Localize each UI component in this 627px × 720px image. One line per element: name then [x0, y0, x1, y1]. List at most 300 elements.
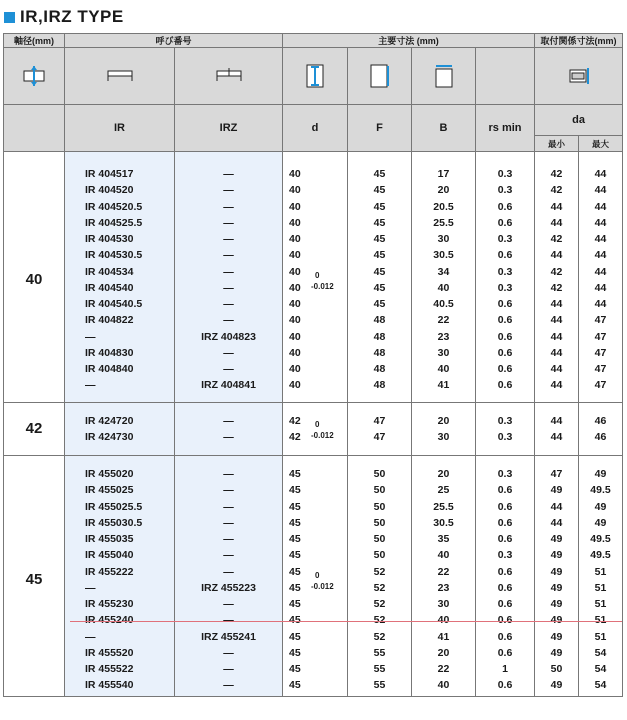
ir-designation: IR 424720: [85, 414, 134, 427]
da-max: 49.5: [590, 484, 611, 497]
outer-f-column: [348, 152, 412, 403]
ir-designation: —: [85, 630, 96, 643]
bore-d: 40: [289, 184, 301, 197]
header-row-1: [4, 34, 623, 48]
ir-designation: IR 404517: [85, 168, 134, 180]
tolerance-lower: -0.012: [311, 430, 334, 440]
da-max: 44: [594, 298, 607, 310]
da-min: 42: [550, 281, 563, 294]
rs-min: 0.6: [497, 249, 513, 262]
da-max: 44: [594, 233, 607, 245]
da-min: 44: [550, 314, 563, 327]
ir-designation: IR 404840: [85, 363, 134, 375]
col-f-header: F: [348, 105, 412, 152]
irz-designation: —: [223, 249, 234, 262]
da-max: 51: [594, 630, 607, 643]
col-ir-header: IR: [65, 105, 175, 152]
shaft-diagram-icon: [4, 48, 65, 105]
da-min: 44: [550, 500, 563, 513]
da-max: 51: [594, 565, 607, 578]
da-min: 50: [550, 663, 563, 675]
irz-designation: —: [223, 679, 234, 692]
outer-f: 45: [373, 168, 386, 180]
ir-designation: IR 455025.5: [85, 500, 143, 513]
width-b-column: [412, 456, 476, 697]
ir-designation: IR 455230: [85, 598, 134, 610]
ir-designation: IR 404822: [85, 314, 134, 327]
rs-min: 0.6: [497, 646, 513, 659]
irz-designation: IRZ 404823: [201, 330, 256, 343]
rs-min: 0.6: [497, 346, 513, 359]
da-max: 51: [594, 598, 607, 610]
width-b: 20: [437, 414, 450, 427]
irz-designation: —: [223, 265, 234, 278]
outer-f: 47: [373, 430, 386, 443]
bore-d: 45: [289, 663, 301, 675]
outer-f: 55: [373, 646, 386, 659]
group-row: [4, 152, 623, 403]
rs-min: 0.3: [497, 414, 513, 427]
outer-f: 45: [373, 216, 386, 229]
outer-f: 48: [373, 330, 386, 343]
da-min: 42: [550, 168, 563, 180]
rs-min: 0.6: [497, 500, 513, 513]
da-min: 44: [550, 379, 563, 392]
rs-min-column: [476, 402, 535, 456]
da-min: 44: [550, 414, 563, 427]
rs-min: 1: [502, 663, 508, 675]
da-max: 47: [594, 330, 607, 343]
group-row: [4, 402, 623, 456]
rs-min: 0.3: [497, 184, 513, 197]
ir-designation: IR 455222: [85, 565, 134, 578]
width-b: 41: [437, 630, 450, 643]
da-max: 54: [594, 679, 607, 692]
ir-designation: IR 424730: [85, 430, 134, 443]
shaft-caption-blank: [4, 105, 65, 152]
irz-designation: —: [223, 184, 234, 197]
rs-min: 0.6: [497, 379, 513, 392]
width-b: 17: [437, 168, 450, 180]
irz-designation: —: [223, 533, 234, 545]
width-b: 41: [437, 379, 450, 392]
da-min: 49: [550, 533, 563, 545]
da-max: 46: [594, 414, 607, 427]
designation-header: 呼び番号: [65, 34, 283, 48]
bore-d-icon: [283, 48, 348, 105]
outer-f: 55: [373, 663, 386, 675]
outer-f: 52: [373, 565, 386, 578]
bore-d: 45: [289, 500, 301, 513]
width-b: 30: [437, 346, 450, 359]
rs-min: 0.6: [497, 630, 513, 643]
bore-d: 45: [289, 679, 301, 692]
bore-tolerance: [311, 570, 334, 592]
width-b: 20: [437, 184, 450, 197]
tolerance-lower: -0.012: [311, 281, 334, 291]
ir-designation-column: [65, 456, 175, 697]
bore-d-column: [283, 456, 348, 697]
mount-da-icon: [535, 48, 623, 105]
page-title: [4, 6, 124, 28]
da-min: 44: [550, 216, 563, 229]
width-b: 22: [437, 314, 450, 327]
outer-f: 45: [373, 265, 386, 278]
shaft-diameter: 42: [4, 402, 65, 456]
group-row: [4, 456, 623, 697]
width-b-column: [412, 152, 476, 403]
da-max-column: [579, 152, 623, 403]
da-min: 49: [550, 630, 563, 643]
shaft-dia-header: 軸径(mm): [4, 34, 65, 48]
da-min: 49: [550, 679, 563, 692]
col-rs-header: rs min: [476, 105, 535, 152]
rs-min: 0.3: [497, 265, 513, 278]
da-min: 49: [550, 565, 563, 578]
ir-designation-column: [65, 152, 175, 403]
da-min: 49: [550, 549, 563, 562]
da-max-column: [579, 402, 623, 456]
da-max: 44: [594, 168, 607, 180]
title-text: IR,IRZ TYPE: [20, 7, 124, 26]
bore-d: 45: [289, 516, 301, 529]
bore-d: 42: [289, 430, 301, 443]
width-b: 40: [437, 281, 450, 294]
da-max: 44: [594, 281, 607, 294]
bore-d: 45: [289, 598, 301, 610]
irz-designation: —: [223, 216, 234, 229]
bore-d: 40: [289, 298, 301, 310]
rs-min: 0.6: [497, 216, 513, 229]
rs-min: 0.6: [497, 363, 513, 375]
da-max: 44: [594, 200, 607, 213]
ir-designation: IR 455020: [85, 468, 134, 480]
bore-d: 42: [289, 414, 301, 427]
da-max: 49.5: [590, 549, 611, 562]
width-b-icon: [412, 48, 476, 105]
da-max: 54: [594, 663, 607, 675]
rs-min: 0.6: [497, 565, 513, 578]
da-min: 44: [550, 298, 563, 310]
outer-f: 50: [373, 533, 386, 545]
width-b: 20: [437, 646, 450, 659]
width-b: 22: [437, 565, 450, 578]
rs-min: 0.3: [497, 430, 513, 443]
ir-designation: IR 404530: [85, 233, 134, 245]
da-min-column: [535, 152, 579, 403]
outer-f: 55: [373, 679, 386, 692]
da-max: 46: [594, 430, 607, 443]
irz-designation: —: [223, 549, 234, 562]
irz-designation: —: [223, 168, 234, 180]
width-b: 40.5: [433, 298, 454, 310]
bore-d: 45: [289, 468, 301, 480]
red-guide-line: [70, 621, 622, 622]
rs-min: 0.6: [497, 581, 513, 594]
width-b: 40: [437, 363, 450, 375]
ir-designation: IR 404540.5: [85, 298, 143, 310]
outer-f: 48: [373, 346, 386, 359]
width-b: 30.5: [433, 249, 454, 262]
da-min: 49: [550, 646, 563, 659]
irz-bearing-icon: [175, 48, 283, 105]
shaft-diameter: 45: [4, 456, 65, 697]
da-min-column: [535, 456, 579, 697]
da-max: 44: [594, 249, 607, 262]
outer-f: 45: [373, 184, 386, 197]
da-max-header: 最大: [579, 136, 623, 152]
irz-designation: —: [223, 346, 234, 359]
ir-designation: IR 404520: [85, 184, 134, 197]
bore-d: 45: [289, 484, 301, 497]
width-b: 40: [437, 549, 450, 562]
rs-min: 0.3: [497, 168, 513, 180]
rs-min-column: [476, 152, 535, 403]
da-min: 44: [550, 430, 563, 443]
irz-designation: —: [223, 663, 234, 675]
rs-min: 0.3: [497, 233, 513, 245]
irz-designation: —: [223, 298, 234, 310]
irz-designation: —: [223, 598, 234, 610]
da-max: 44: [594, 184, 607, 197]
bore-d: 40: [289, 249, 301, 262]
da-min: 49: [550, 598, 563, 610]
ir-designation-column: [65, 402, 175, 456]
bore-d: 40: [289, 379, 301, 392]
ir-designation: —: [85, 379, 96, 392]
ir-designation: —: [85, 581, 96, 594]
rs-min: 0.6: [497, 679, 513, 692]
irz-designation: —: [223, 430, 234, 443]
outer-f-icon: [348, 48, 412, 105]
bore-d: 40: [289, 200, 301, 213]
ir-designation: —: [85, 330, 96, 343]
irz-designation: —: [223, 516, 234, 529]
width-b: 30: [437, 598, 450, 610]
width-b: 25.5: [433, 500, 454, 513]
da-min: 42: [550, 265, 563, 278]
outer-f: 52: [373, 630, 386, 643]
irz-designation: IRZ 404841: [201, 379, 256, 392]
rs-blank-cell: [476, 48, 535, 105]
width-b-column: [412, 402, 476, 456]
irz-designation: —: [223, 646, 234, 659]
bore-d: 40: [289, 314, 301, 327]
width-b: 30.5: [433, 516, 454, 529]
ir-designation: IR 404830: [85, 346, 134, 359]
rs-min: 0.3: [497, 468, 513, 480]
ir-designation: IR 455025: [85, 484, 134, 497]
outer-f: 45: [373, 298, 386, 310]
da-max: 44: [594, 265, 607, 278]
width-b: 34: [437, 265, 450, 278]
ir-designation: IR 404530.5: [85, 249, 143, 262]
bore-d-column: [283, 402, 348, 456]
bore-d: 45: [289, 630, 301, 643]
ir-designation: IR 404534: [85, 265, 134, 278]
width-b: 40: [437, 679, 450, 692]
da-max: 47: [594, 346, 607, 359]
outer-f: 48: [373, 379, 386, 392]
da-max: 47: [594, 379, 607, 392]
icon-row: [4, 48, 623, 105]
da-min: 44: [550, 363, 563, 375]
ir-designation: IR 404540: [85, 281, 134, 294]
outer-f: 52: [373, 581, 386, 594]
irz-designation-column: [175, 402, 283, 456]
da-min: 44: [550, 346, 563, 359]
width-b: 22: [437, 663, 450, 675]
mounting-header: 取付関係寸法(mm): [535, 34, 623, 48]
tolerance-lower: -0.012: [311, 581, 334, 591]
bore-d-column: [283, 152, 348, 403]
width-b: 25: [437, 484, 450, 497]
outer-f: 48: [373, 363, 386, 375]
outer-f: 45: [373, 249, 386, 262]
outer-f: 45: [373, 233, 386, 245]
da-min: 42: [550, 184, 563, 197]
irz-designation: —: [223, 233, 234, 245]
irz-designation: —: [223, 414, 234, 427]
da-max: 44: [594, 216, 607, 229]
width-b: 35: [437, 533, 450, 545]
da-max-column: [579, 456, 623, 697]
rs-min: 0.6: [497, 314, 513, 327]
da-max: 47: [594, 314, 607, 327]
width-b: 30: [437, 233, 450, 245]
outer-f: 45: [373, 200, 386, 213]
width-b: 20: [437, 468, 450, 480]
bore-d: 40: [289, 281, 301, 294]
rs-min-column: [476, 456, 535, 697]
tolerance-upper: 0: [315, 570, 320, 580]
irz-designation-column: [175, 152, 283, 403]
irz-designation: IRZ 455241: [201, 630, 256, 643]
tolerance-upper: 0: [315, 419, 320, 429]
irz-designation: —: [223, 500, 234, 513]
bore-d: 40: [289, 233, 301, 245]
bore-d: 40: [289, 265, 301, 278]
da-max: 47: [594, 363, 607, 375]
ir-designation: IR 455540: [85, 679, 134, 692]
width-b: 23: [437, 581, 450, 594]
outer-f: 52: [373, 598, 386, 610]
bore-tolerance: [311, 270, 334, 292]
bore-d: 45: [289, 533, 301, 545]
da-min: 49: [550, 581, 563, 594]
irz-designation: IRZ 455223: [201, 581, 256, 594]
width-b: 25.5: [433, 216, 454, 229]
bearing-table: [3, 33, 623, 697]
width-b: 23: [437, 330, 450, 343]
outer-f: 50: [373, 500, 386, 513]
da-max: 51: [594, 581, 607, 594]
outer-f: 50: [373, 468, 386, 480]
col-irz-header: IRZ: [175, 105, 283, 152]
da-max: 49.5: [590, 533, 611, 545]
header-row-caption: [4, 105, 623, 136]
ir-designation: IR 455522: [85, 663, 134, 675]
width-b: 30: [437, 430, 450, 443]
bore-d: 40: [289, 363, 301, 375]
bore-d: 40: [289, 330, 301, 343]
outer-f: 50: [373, 549, 386, 562]
da-max: 54: [594, 646, 607, 659]
da-max: 49: [594, 468, 607, 480]
irz-designation: —: [223, 484, 234, 497]
rs-min: 0.6: [497, 298, 513, 310]
da-max: 49: [594, 500, 607, 513]
title-square-icon: [4, 12, 15, 23]
ir-designation: IR 404525.5: [85, 216, 143, 229]
ir-designation: IR 455030.5: [85, 516, 143, 529]
bore-d: 45: [289, 646, 301, 659]
irz-designation-column: [175, 456, 283, 697]
rs-min: 0.3: [497, 281, 513, 294]
da-min: 49: [550, 484, 563, 497]
bore-d: 45: [289, 549, 301, 562]
bore-d: 40: [289, 168, 301, 180]
da-min: 42: [550, 233, 563, 245]
tolerance-upper: 0: [315, 270, 320, 280]
col-d-header: d: [283, 105, 348, 152]
outer-f-column: [348, 456, 412, 697]
width-b: 20.5: [433, 200, 454, 213]
ir-designation: IR 455040: [85, 549, 134, 562]
rs-min: 0.6: [497, 200, 513, 213]
bore-tolerance: [311, 419, 334, 441]
da-min-column: [535, 402, 579, 456]
outer-f: 48: [373, 314, 386, 327]
rs-min: 0.6: [497, 516, 513, 529]
rs-min: 0.6: [497, 598, 513, 610]
bore-d: 40: [289, 216, 301, 229]
rs-min: 0.6: [497, 484, 513, 497]
da-min: 44: [550, 249, 563, 262]
ir-designation: IR 404520.5: [85, 200, 143, 213]
rs-min: 0.3: [497, 549, 513, 562]
da-min: 44: [550, 516, 563, 529]
da-min: 47: [550, 468, 563, 480]
rs-min: 0.6: [497, 330, 513, 343]
irz-designation: —: [223, 281, 234, 294]
outer-f-column: [348, 402, 412, 456]
bore-d: 40: [289, 346, 301, 359]
ir-bearing-icon: [65, 48, 175, 105]
outer-f: 50: [373, 484, 386, 497]
outer-f: 45: [373, 281, 386, 294]
outer-f: 50: [373, 516, 386, 529]
bore-d: 45: [289, 565, 301, 578]
irz-designation: —: [223, 468, 234, 480]
shaft-diameter: 40: [4, 152, 65, 403]
irz-designation: —: [223, 314, 234, 327]
col-b-header: B: [412, 105, 476, 152]
irz-designation: —: [223, 565, 234, 578]
da-min: 44: [550, 330, 563, 343]
outer-f: 47: [373, 414, 386, 427]
irz-designation: —: [223, 363, 234, 375]
da-min-header: 最小: [535, 136, 579, 152]
rs-min: 0.6: [497, 533, 513, 545]
bore-d: 45: [289, 581, 301, 594]
ir-designation: IR 455035: [85, 533, 134, 545]
da-min: 44: [550, 200, 563, 213]
col-da-header: da: [535, 105, 623, 136]
ir-designation: IR 455520: [85, 646, 134, 659]
da-max: 49: [594, 516, 607, 529]
irz-designation: —: [223, 200, 234, 213]
